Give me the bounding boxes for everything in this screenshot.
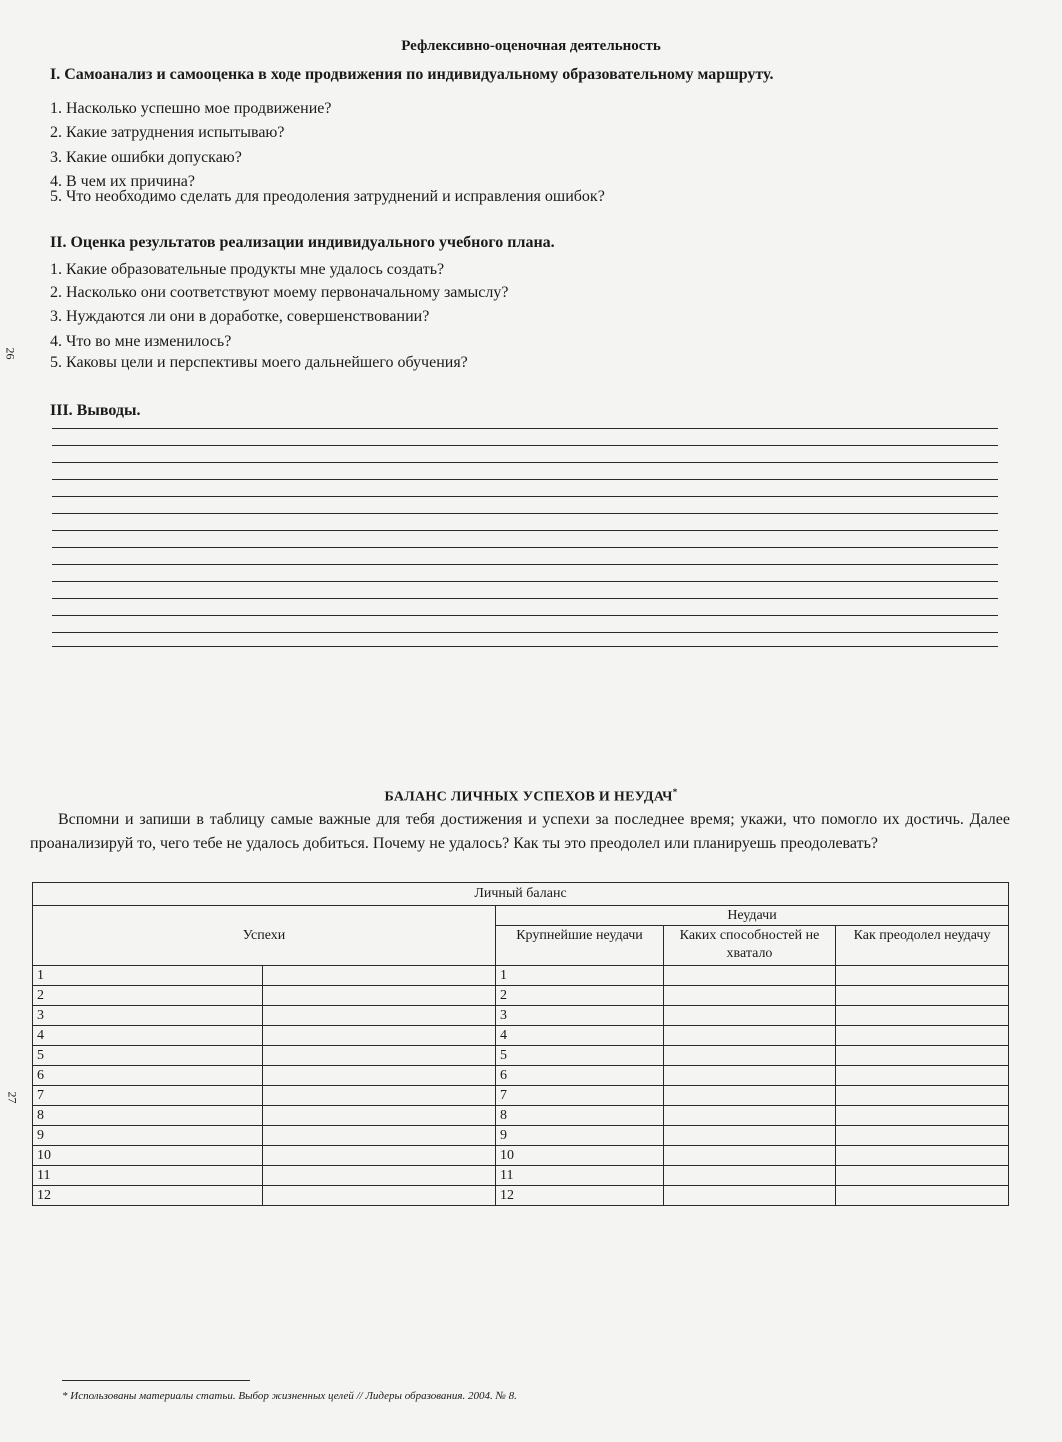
overcome-cell[interactable] <box>836 1086 1009 1106</box>
header-biggest-failures: Крупнейшие неудачи <box>496 926 664 966</box>
table-row <box>33 1066 1009 1086</box>
success-cell[interactable] <box>263 1126 496 1146</box>
table-row <box>33 1126 1009 1146</box>
success-cell[interactable] <box>263 1046 496 1066</box>
failure-number: 7 <box>496 1086 664 1106</box>
abilities-cell[interactable] <box>664 1046 836 1066</box>
table-row <box>33 1186 1009 1206</box>
writing-line[interactable] <box>52 462 998 463</box>
section2-question: 3. Нуждаются ли они в доработке, совершенствовании? <box>50 308 430 325</box>
successes-header: Успехи <box>33 906 496 966</box>
table-row <box>33 966 1009 986</box>
section2-heading: II. Оценка результатов реализации индивидуального учебного плана. <box>50 234 555 251</box>
table-row <box>33 1146 1009 1166</box>
failure-number: 11 <box>496 1166 664 1186</box>
abilities-cell[interactable] <box>664 1126 836 1146</box>
writing-line[interactable] <box>52 581 998 582</box>
overcome-cell[interactable] <box>836 1166 1009 1186</box>
overcome-cell[interactable] <box>836 1026 1009 1046</box>
table-row <box>33 1046 1009 1066</box>
success-cell[interactable] <box>263 1026 496 1046</box>
failure-number: 3 <box>496 1006 664 1026</box>
writing-line[interactable] <box>52 496 998 497</box>
abilities-cell[interactable] <box>664 1146 836 1166</box>
abilities-cell[interactable] <box>664 986 836 1006</box>
header-how-overcome: Как преодолел неудачу <box>836 926 1009 966</box>
success-cell[interactable] <box>263 1166 496 1186</box>
footnote-divider <box>62 1380 250 1381</box>
overcome-cell[interactable] <box>836 1146 1009 1166</box>
writing-line[interactable] <box>52 615 998 616</box>
abilities-cell[interactable] <box>664 1186 836 1206</box>
table-row <box>33 1106 1009 1126</box>
table-row <box>33 1166 1009 1186</box>
section3-heading: III. Выводы. <box>50 402 141 419</box>
header-missing-abilities: Каких способностей не хватало <box>664 926 836 966</box>
section1-question: 2. Какие затруднения испытываю? <box>50 124 285 141</box>
personal-balance-table <box>32 882 1009 1206</box>
section2-question: 5. Каковы цели и перспективы моего дальнейшего обучения? <box>50 354 468 371</box>
failure-number: 10 <box>496 1146 664 1166</box>
abilities-cell[interactable] <box>664 966 836 986</box>
writing-line[interactable] <box>52 445 998 446</box>
success-cell[interactable] <box>263 1106 496 1126</box>
success-number: 5 <box>33 1046 263 1066</box>
section2-question: 1. Какие образовательные продукты мне удалось создать? <box>50 261 445 278</box>
balance-title <box>0 787 1062 806</box>
failure-number: 6 <box>496 1066 664 1086</box>
success-number: 12 <box>33 1186 263 1206</box>
success-cell[interactable] <box>263 1006 496 1026</box>
failures-header: Неудачи <box>496 906 1009 926</box>
overcome-cell[interactable] <box>836 1186 1009 1206</box>
table-row <box>33 1086 1009 1106</box>
writing-line[interactable] <box>52 479 998 480</box>
writing-line[interactable] <box>52 564 998 565</box>
section1-question: 4. В чем их причина? <box>50 173 196 190</box>
success-cell[interactable] <box>263 1146 496 1166</box>
table-row <box>33 986 1009 1006</box>
success-cell[interactable] <box>263 1186 496 1206</box>
section1-heading: I. Самоанализ и самооценка в ходе продвижения по индивидуальному образовательному маршруту. <box>50 66 774 83</box>
section1-question: 5. Что необходимо сделать для преодоления затруднений и исправления ошибок? <box>50 188 605 205</box>
abilities-cell[interactable] <box>664 1026 836 1046</box>
overcome-cell[interactable] <box>836 1006 1009 1026</box>
success-number: 2 <box>33 986 263 1006</box>
overcome-cell[interactable] <box>836 1066 1009 1086</box>
page-title: Рефлексивно-оценочная деятельность <box>401 38 661 54</box>
success-cell[interactable] <box>263 1066 496 1086</box>
success-number: 6 <box>33 1066 263 1086</box>
failure-number: 5 <box>496 1046 664 1066</box>
failure-number: 8 <box>496 1106 664 1126</box>
overcome-cell[interactable] <box>836 966 1009 986</box>
writing-line[interactable] <box>52 428 998 429</box>
success-number: 9 <box>33 1126 263 1146</box>
writing-line[interactable] <box>52 530 998 531</box>
failure-number: 1 <box>496 966 664 986</box>
success-cell[interactable] <box>263 986 496 1006</box>
writing-line[interactable] <box>52 632 998 633</box>
section2-question: 2. Насколько они соответствуют моему первоначальному замыслу? <box>50 284 509 301</box>
section2-question: 4. Что во мне изменилось? <box>50 333 232 350</box>
overcome-cell[interactable] <box>836 1046 1009 1066</box>
abilities-cell[interactable] <box>664 1166 836 1186</box>
section1-question: 3. Какие ошибки допускаю? <box>50 149 242 166</box>
abilities-cell[interactable] <box>664 1006 836 1026</box>
table-row <box>33 1006 1009 1026</box>
balance-title-text: БАЛАНС ЛИЧНЫХ УСПЕХОВ И НЕУДАЧ <box>384 789 673 805</box>
overcome-cell[interactable] <box>836 1106 1009 1126</box>
failure-number: 2 <box>496 986 664 1006</box>
success-number: 7 <box>33 1086 263 1106</box>
overcome-cell[interactable] <box>836 986 1009 1006</box>
failure-number: 4 <box>496 1026 664 1046</box>
footnote: * Использованы материалы статьи. Выбор жизненных целей // Лидеры образования. 2004. № 8. <box>62 1390 517 1402</box>
success-number: 4 <box>33 1026 263 1046</box>
overcome-cell[interactable] <box>836 1126 1009 1146</box>
abilities-cell[interactable] <box>664 1086 836 1106</box>
page-number-top: 26 <box>3 347 18 360</box>
abilities-cell[interactable] <box>664 1066 836 1086</box>
table-caption: Личный баланс <box>33 883 1009 906</box>
success-number: 1 <box>33 966 263 986</box>
abilities-cell[interactable] <box>664 1106 836 1126</box>
writing-line[interactable] <box>52 598 998 599</box>
success-number: 10 <box>33 1146 263 1166</box>
success-cell[interactable] <box>263 1086 496 1106</box>
failure-number: 9 <box>496 1126 664 1146</box>
section1-question: 1. Насколько успешно мое продвижение? <box>50 100 332 117</box>
success-number: 11 <box>33 1166 263 1186</box>
writing-line[interactable] <box>52 646 998 647</box>
writing-line[interactable] <box>52 547 998 548</box>
success-number: 8 <box>33 1106 263 1126</box>
success-cell[interactable] <box>263 966 496 986</box>
footnote-mark: * <box>672 787 678 797</box>
page-number-bottom: 27 <box>5 1091 20 1104</box>
failure-number: 12 <box>496 1186 664 1206</box>
table-row <box>33 1026 1009 1046</box>
writing-line[interactable] <box>52 513 998 514</box>
success-number: 3 <box>33 1006 263 1026</box>
balance-intro: Вспомни и запиши в таблицу самые важные для тебя достижения и успехи за последнее время; укажи, что помогло их достичь. Далее проанализируй то, чего тебе не удалось добиться. Почему не удалось? Как ты это преодолел или планируешь преодолевать? <box>30 811 1010 852</box>
